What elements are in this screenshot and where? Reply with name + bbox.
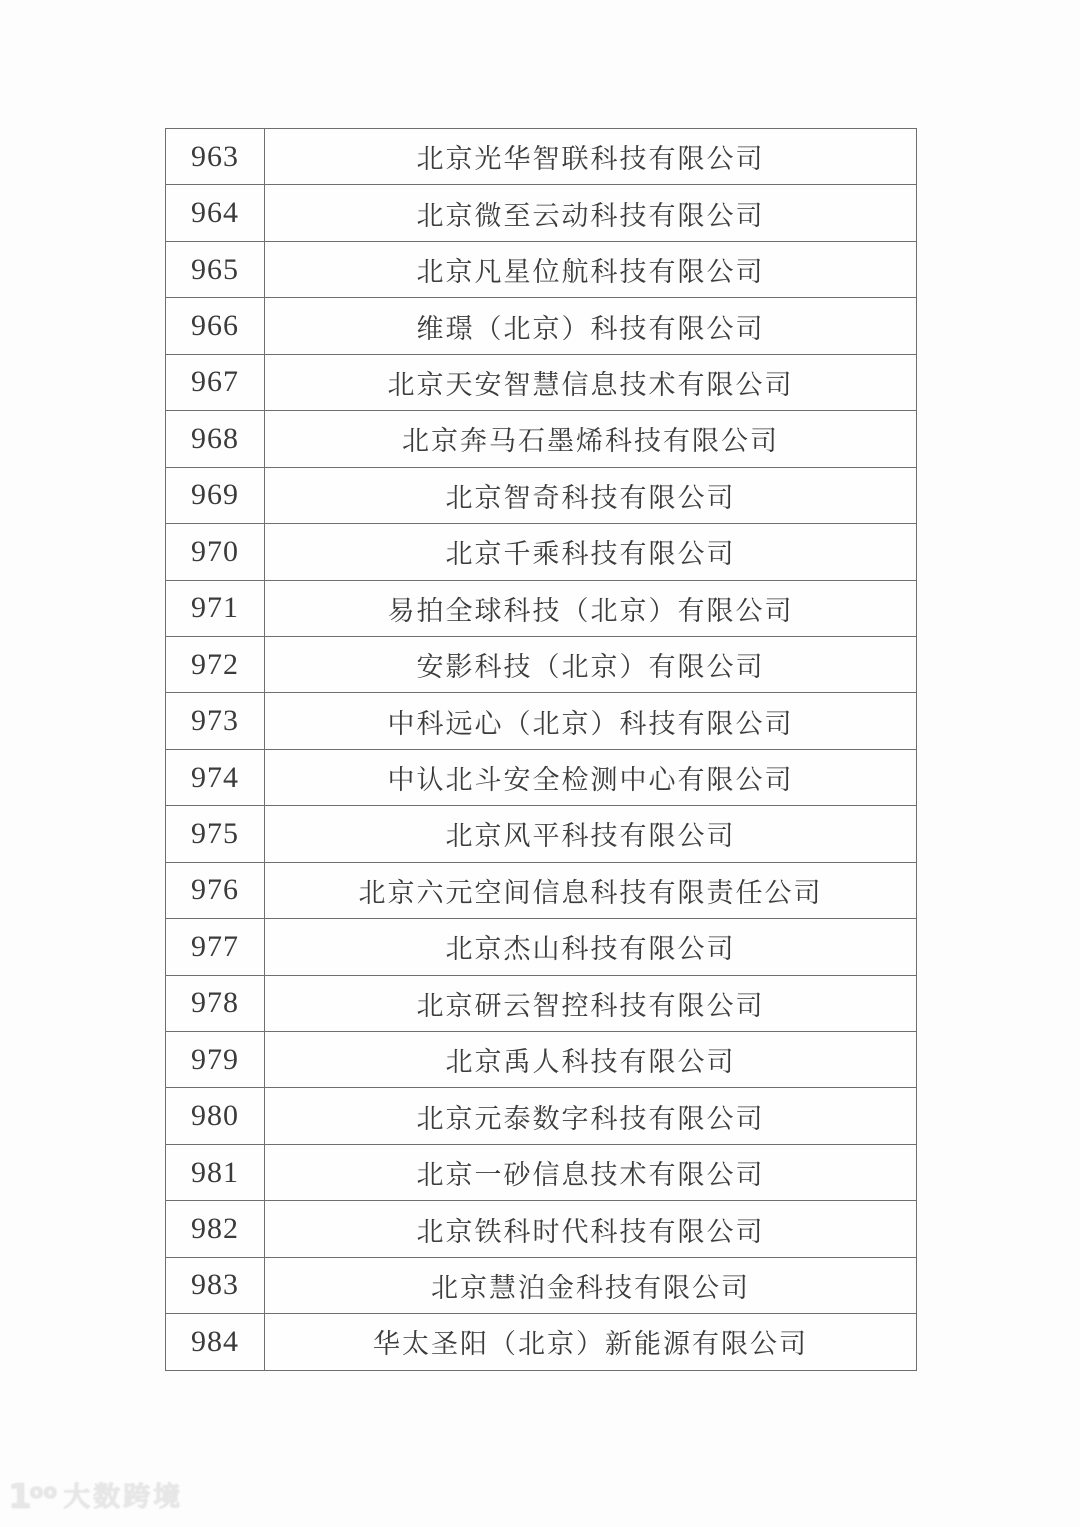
table-row <box>166 580 917 636</box>
company-name: 北京杰山科技有限公司 <box>265 919 917 975</box>
table-row <box>166 1088 917 1144</box>
company-name: 北京研云智控科技有限公司 <box>265 975 917 1031</box>
company-name: 中认北斗安全检测中心有限公司 <box>265 749 917 805</box>
company-name: 北京六元空间信息科技有限责任公司 <box>265 862 917 918</box>
row-number: 984 <box>166 1314 265 1370</box>
company-name: 易拍全球科技（北京）有限公司 <box>265 580 917 636</box>
company-name: 维璟（北京）科技有限公司 <box>265 298 917 354</box>
table-row <box>166 1032 917 1088</box>
row-number: 964 <box>166 185 265 241</box>
table-row <box>166 636 917 692</box>
row-number: 974 <box>166 749 265 805</box>
company-list-table <box>165 128 917 1371</box>
row-number: 973 <box>166 693 265 749</box>
table-row <box>166 862 917 918</box>
table-row <box>166 298 917 354</box>
table-row <box>166 467 917 523</box>
table-row <box>166 411 917 467</box>
company-name: 北京奔马石墨烯科技有限公司 <box>265 411 917 467</box>
table-row <box>166 354 917 410</box>
row-number: 972 <box>166 636 265 692</box>
company-name: 北京一砂信息技术有限公司 <box>265 1144 917 1200</box>
row-number: 981 <box>166 1144 265 1200</box>
table-row <box>166 749 917 805</box>
company-name: 北京铁科时代科技有限公司 <box>265 1201 917 1257</box>
company-name: 北京元泰数字科技有限公司 <box>265 1088 917 1144</box>
watermark <box>8 1477 184 1517</box>
row-number: 971 <box>166 580 265 636</box>
table-row <box>166 975 917 1031</box>
row-number: 967 <box>166 354 265 410</box>
row-number: 969 <box>166 467 265 523</box>
watermark-text: 大数跨境 <box>63 1481 184 1513</box>
table-row <box>166 1257 917 1313</box>
company-name: 北京凡星位航科技有限公司 <box>265 241 917 297</box>
row-number: 982 <box>166 1201 265 1257</box>
company-name: 北京禹人科技有限公司 <box>265 1032 917 1088</box>
row-number: 983 <box>166 1257 265 1313</box>
table-row <box>166 806 917 862</box>
row-number: 968 <box>166 411 265 467</box>
company-name: 北京智奇科技有限公司 <box>265 467 917 523</box>
company-name: 安影科技（北京）有限公司 <box>265 636 917 692</box>
table-row <box>166 241 917 297</box>
company-name: 北京慧泊金科技有限公司 <box>265 1257 917 1313</box>
table-row <box>166 919 917 975</box>
company-name: 北京天安智慧信息技术有限公司 <box>265 354 917 410</box>
company-name: 北京微至云动科技有限公司 <box>265 185 917 241</box>
row-number: 980 <box>166 1088 265 1144</box>
company-table-body <box>166 129 917 1371</box>
table-row <box>166 1314 917 1370</box>
row-number: 965 <box>166 241 265 297</box>
row-number: 979 <box>166 1032 265 1088</box>
table-row <box>166 693 917 749</box>
row-number: 975 <box>166 806 265 862</box>
table-row <box>166 129 917 185</box>
table-row <box>166 1201 917 1257</box>
watermark-logo-icon: $1^{oo}$ <box>8 1477 58 1517</box>
row-number: 966 <box>166 298 265 354</box>
row-number: 976 <box>166 862 265 918</box>
row-number: 977 <box>166 919 265 975</box>
table-row <box>166 1144 917 1200</box>
table-row <box>166 185 917 241</box>
row-number: 970 <box>166 524 265 580</box>
company-name: 华太圣阳（北京）新能源有限公司 <box>265 1314 917 1370</box>
company-name: 北京风平科技有限公司 <box>265 806 917 862</box>
row-number: 963 <box>166 129 265 185</box>
company-name: 北京光华智联科技有限公司 <box>265 129 917 185</box>
row-number: 978 <box>166 975 265 1031</box>
company-name: 北京千乘科技有限公司 <box>265 524 917 580</box>
company-name: 中科远心（北京）科技有限公司 <box>265 693 917 749</box>
table-row <box>166 524 917 580</box>
